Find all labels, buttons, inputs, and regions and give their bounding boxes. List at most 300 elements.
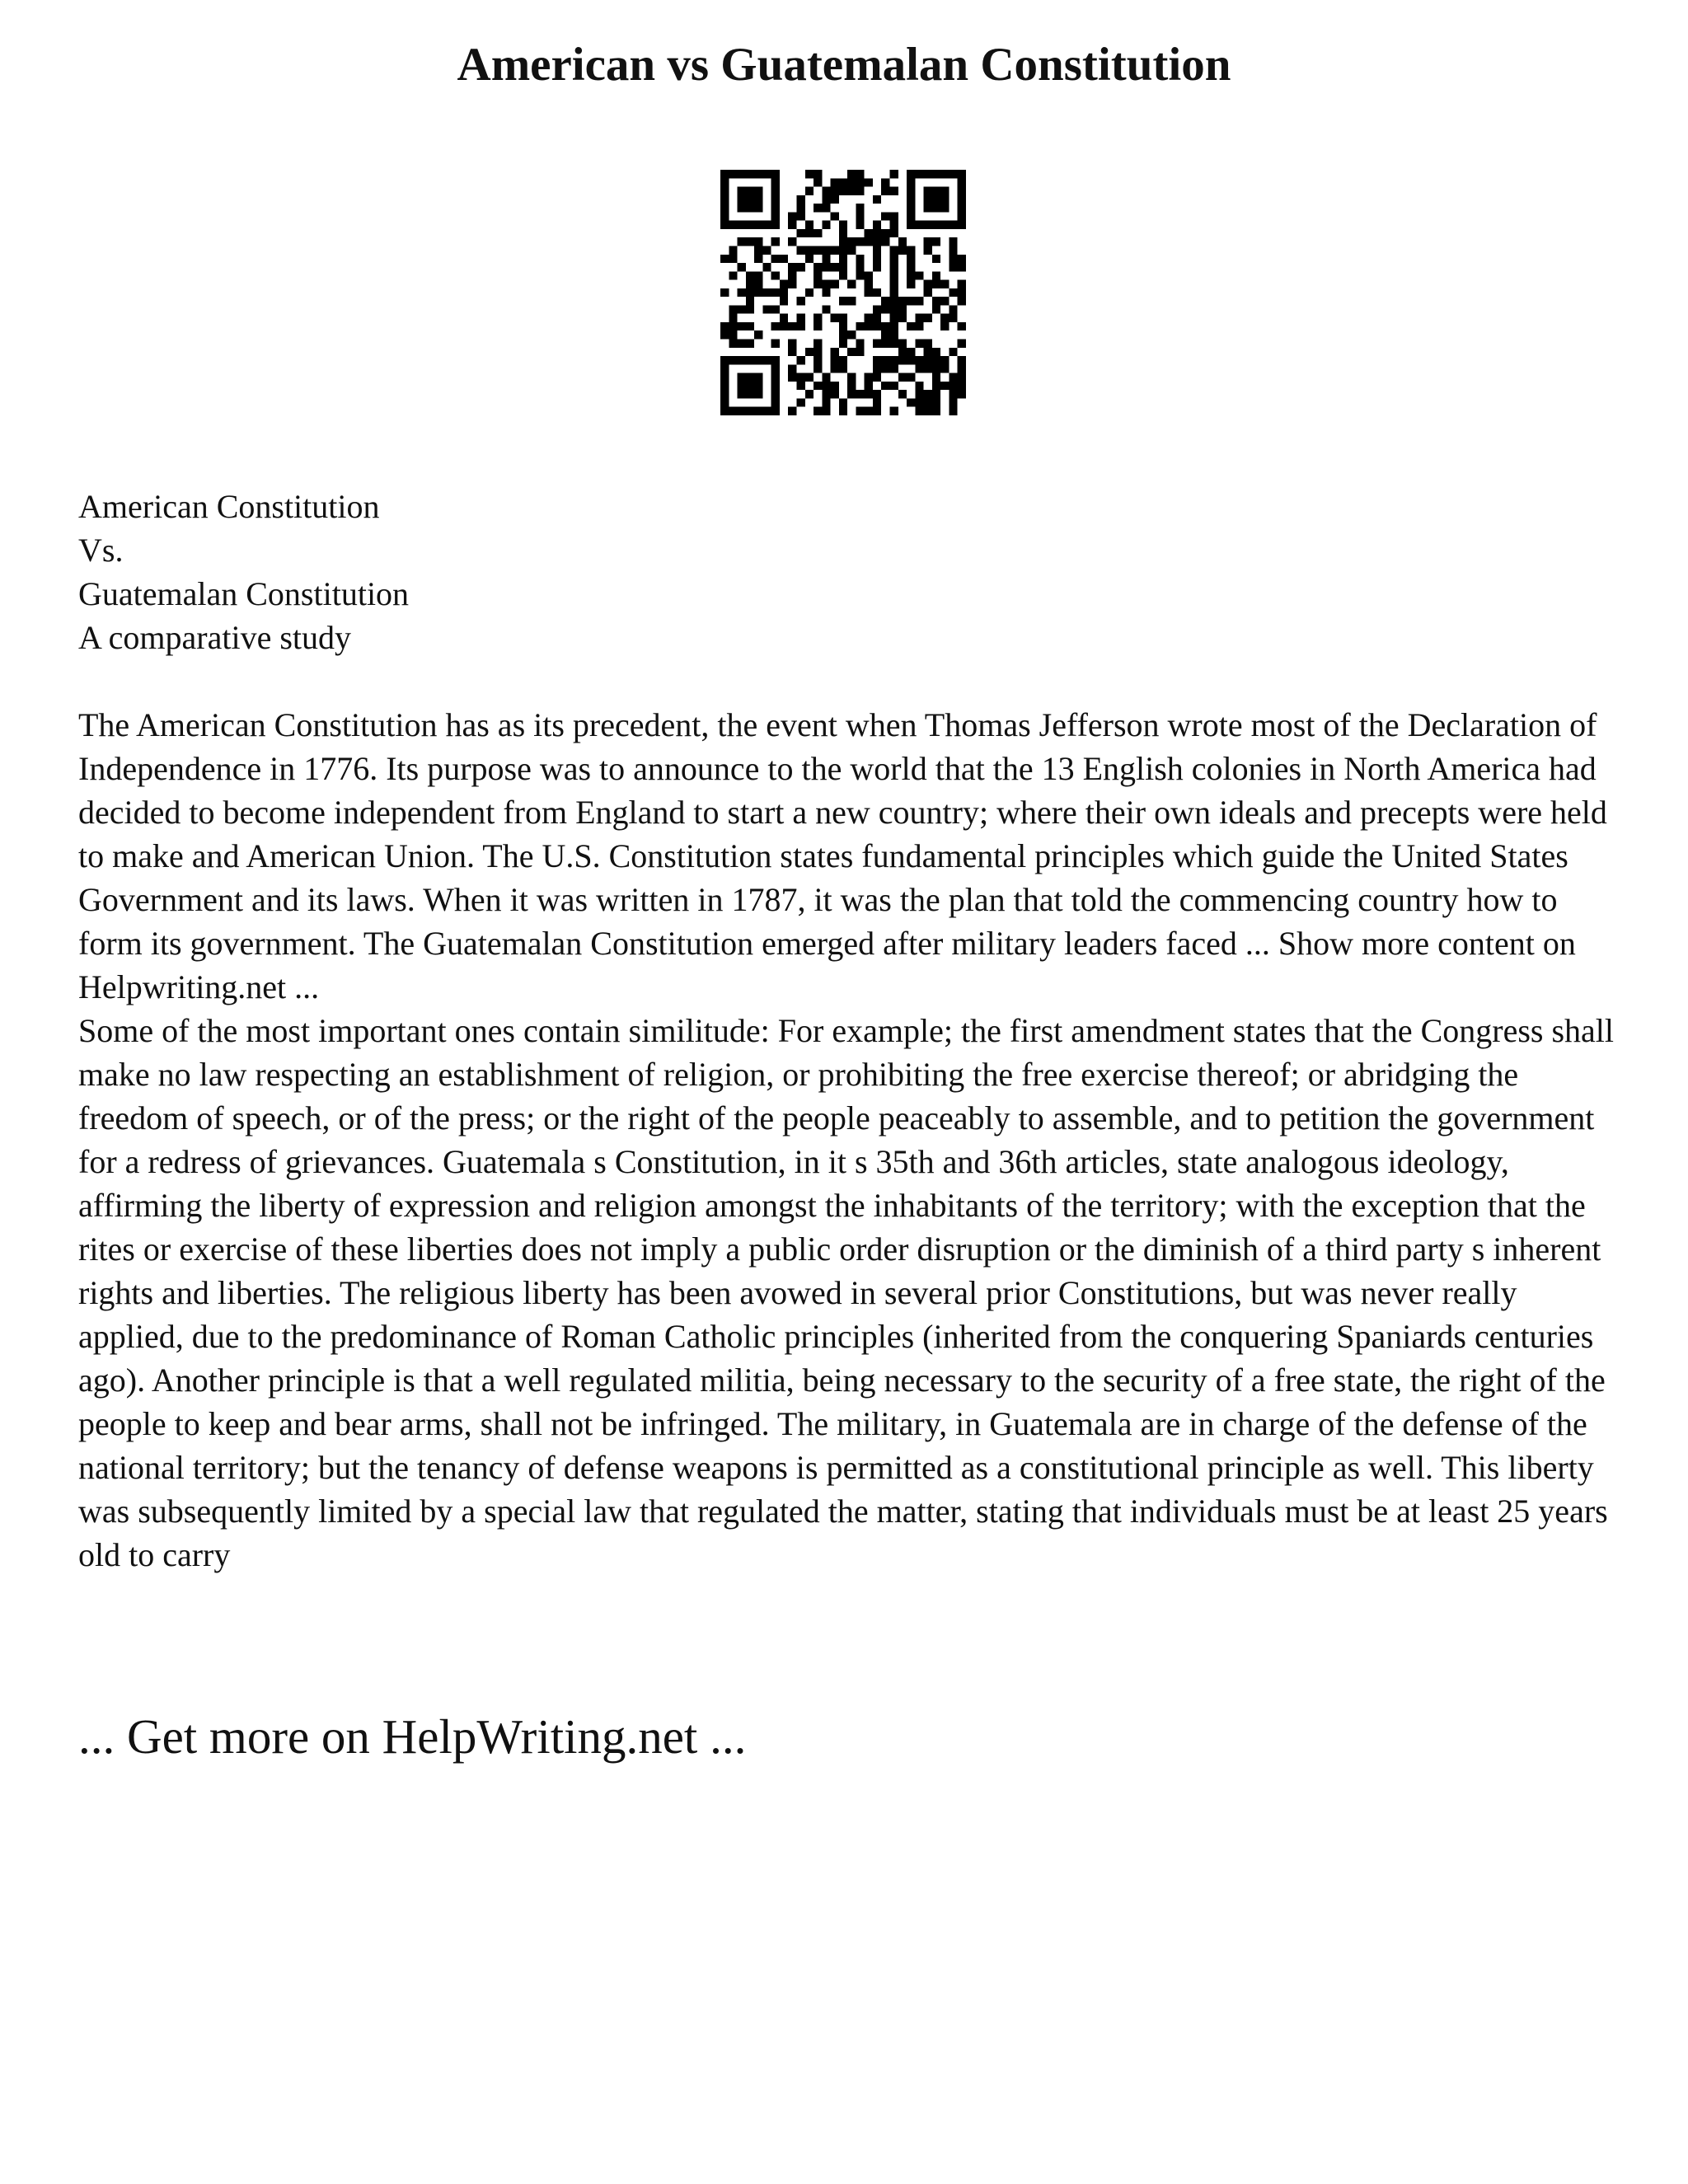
qr-module — [940, 204, 949, 212]
qr-module — [762, 356, 771, 364]
qr-module — [746, 288, 754, 297]
qr-module — [788, 237, 796, 246]
qr-module — [771, 364, 780, 373]
qr-module — [873, 195, 881, 204]
qr-module — [780, 322, 788, 330]
qr-module — [754, 382, 762, 390]
qr-module — [780, 255, 788, 263]
qr-module — [720, 356, 729, 364]
qr-module — [949, 305, 957, 313]
qr-module — [940, 170, 949, 178]
qr-module — [771, 204, 780, 212]
qr-module — [738, 237, 746, 246]
qr-module — [907, 297, 915, 305]
qr-module — [796, 322, 804, 330]
qr-module — [822, 246, 830, 254]
qr-module — [771, 340, 780, 348]
qr-module — [873, 237, 881, 246]
qr-module — [890, 229, 898, 237]
qr-module — [932, 187, 940, 195]
qr-module — [729, 340, 737, 348]
qr-module — [932, 170, 940, 178]
qr-module — [907, 322, 915, 330]
qr-module — [822, 195, 830, 204]
qr-module — [856, 322, 864, 330]
qr-module — [873, 356, 881, 364]
qr-module — [881, 229, 889, 237]
qr-module — [865, 288, 873, 297]
qr-module — [940, 187, 949, 195]
qr-module — [958, 170, 966, 178]
paragraph-2: Some of the most important ones contain similitude: For example; the first amendment states that the Congress shall make no law respecting an establishment of religion, or prohibiting the free exercise thereof; or abridging the freedom of speech, or of the press; or the right of the people peaceably to assemble, and to petition the government for a redress of grievances. Guatemala s Constitution, in it s 35th and 36th articles, state analogous ideology, affirming the liberty of expression and religion amongst the inhabitants of the territory; with the exception that the rites or exercise of these liberties does not imply a public order disruption or the diminish of a third party s inherent rights and liberties. The religious liberty has been avowed in several prior Constitutions, but was never really applied, due to the predominance of Roman Catholic principles (inherited from the conquering Spaniards centuries ago). Another principle is that a well regulated militia, being necessary to the security of a free state, the right of the people to keep and bear arms, shall not be infringed. The military, in Guatemala are in charge of the defense of the national territory; but the tenancy of defense weapons is permitted as a constitutional principle as well. This liberty was subsequently limited by a special law that regulated the matter, stating that individuals must be at least 25 years old to carry — [78, 1012, 1615, 1573]
qr-module — [771, 322, 780, 330]
qr-module — [762, 221, 771, 229]
qr-module — [839, 364, 847, 373]
qr-module — [907, 280, 915, 288]
qr-module — [754, 280, 762, 288]
qr-module — [898, 237, 907, 246]
qr-module — [805, 348, 814, 356]
qr-module — [873, 340, 881, 348]
qr-module — [958, 195, 966, 204]
qr-module — [873, 398, 881, 406]
qr-module — [949, 407, 957, 415]
qr-module — [746, 237, 754, 246]
qr-module — [890, 187, 898, 195]
qr-module — [856, 212, 864, 220]
qr-module — [949, 348, 957, 356]
qr-module — [940, 280, 949, 288]
qr-module — [771, 356, 780, 364]
qr-module — [932, 195, 940, 204]
qr-module — [839, 271, 847, 279]
qr-module — [805, 373, 814, 382]
qr-module — [940, 221, 949, 229]
qr-module — [958, 382, 966, 390]
qr-module — [746, 305, 754, 313]
qr-module — [881, 297, 889, 305]
qr-module — [924, 187, 932, 195]
qr-module — [873, 407, 881, 415]
qr-module — [890, 212, 898, 220]
qr-module — [865, 271, 873, 279]
qr-module — [771, 170, 780, 178]
qr-module — [898, 340, 907, 348]
qr-module — [932, 297, 940, 305]
qr-module — [720, 178, 729, 186]
qr-module — [881, 340, 889, 348]
qr-module — [839, 330, 847, 339]
qr-module — [771, 221, 780, 229]
qr-module — [738, 340, 746, 348]
qr-module — [898, 348, 907, 356]
qr-module — [771, 195, 780, 204]
qr-module — [898, 373, 907, 382]
qr-module — [940, 314, 949, 322]
qr-module — [822, 280, 830, 288]
qr-module — [958, 364, 966, 373]
qr-module — [898, 305, 907, 313]
qr-module — [932, 280, 940, 288]
qr-code-image — [720, 170, 966, 415]
qr-module — [898, 356, 907, 364]
qr-module — [958, 255, 966, 263]
qr-module — [746, 280, 754, 288]
qr-module — [720, 390, 729, 398]
qr-module — [754, 195, 762, 204]
qr-module — [915, 382, 923, 390]
qr-module — [958, 390, 966, 398]
qr-module — [720, 221, 729, 229]
intro-line-guatemalan: Guatemalan Constitution — [78, 575, 410, 612]
qr-module — [907, 255, 915, 263]
qr-module — [762, 305, 771, 313]
qr-module — [873, 364, 881, 373]
qr-module — [865, 390, 873, 398]
qr-module — [720, 204, 729, 212]
qr-module — [856, 255, 864, 263]
qr-module — [856, 271, 864, 279]
qr-module — [831, 178, 839, 186]
qr-module — [754, 373, 762, 382]
qr-module — [915, 322, 923, 330]
qr-module — [738, 221, 746, 229]
qr-module — [796, 373, 804, 382]
qr-module — [958, 212, 966, 220]
qr-module — [839, 246, 847, 254]
qr-code-graphic — [720, 170, 966, 415]
qr-module — [762, 170, 771, 178]
qr-module — [940, 297, 949, 305]
qr-module — [729, 322, 737, 330]
qr-module — [881, 212, 889, 220]
qr-module — [915, 271, 923, 279]
qr-module — [873, 246, 881, 254]
qr-module — [915, 297, 923, 305]
qr-module — [831, 314, 839, 322]
qr-module — [907, 195, 915, 204]
qr-module — [890, 246, 898, 254]
qr-module — [873, 390, 881, 398]
qr-module — [865, 373, 873, 382]
qr-module — [738, 195, 746, 204]
qr-module — [771, 187, 780, 195]
qr-module — [738, 407, 746, 415]
qr-module — [831, 348, 839, 356]
qr-module — [788, 340, 796, 348]
qr-module — [915, 364, 923, 373]
qr-module — [805, 229, 814, 237]
qr-module — [940, 364, 949, 373]
qr-module — [847, 237, 856, 246]
qr-module — [865, 407, 873, 415]
qr-module — [771, 255, 780, 263]
qr-module — [873, 263, 881, 271]
qr-module — [746, 297, 754, 305]
qr-module — [822, 382, 830, 390]
qr-module — [746, 187, 754, 195]
qr-module — [940, 195, 949, 204]
intro-line-subtitle: A comparative study — [78, 619, 352, 656]
qr-module — [958, 322, 966, 330]
qr-module — [847, 178, 856, 186]
qr-module — [831, 263, 839, 271]
qr-module — [780, 288, 788, 297]
qr-module — [839, 178, 847, 186]
qr-module — [788, 263, 796, 271]
qr-module — [958, 288, 966, 297]
qr-module — [958, 297, 966, 305]
qr-module — [932, 204, 940, 212]
qr-module — [881, 356, 889, 364]
qr-module — [822, 187, 830, 195]
qr-module — [814, 382, 822, 390]
qr-module — [856, 340, 864, 348]
qr-module — [856, 178, 864, 186]
qr-module — [907, 212, 915, 220]
qr-module — [915, 398, 923, 406]
qr-module — [856, 187, 864, 195]
qr-module — [881, 364, 889, 373]
qr-module — [720, 288, 729, 297]
qr-module — [839, 221, 847, 229]
qr-module — [924, 390, 932, 398]
qr-module — [932, 271, 940, 279]
qr-module — [796, 297, 804, 305]
qr-module — [822, 373, 830, 382]
qr-module — [729, 255, 737, 263]
qr-module — [898, 297, 907, 305]
qr-module — [890, 322, 898, 330]
qr-module — [907, 246, 915, 254]
qr-module — [754, 407, 762, 415]
qr-module — [949, 237, 957, 246]
body-text — [78, 703, 1620, 1577]
qr-module — [924, 195, 932, 204]
qr-module — [873, 221, 881, 229]
qr-module — [822, 305, 830, 313]
qr-module — [780, 314, 788, 322]
qr-module — [907, 398, 915, 406]
qr-module — [924, 204, 932, 212]
qr-module — [729, 246, 737, 254]
qr-module — [856, 263, 864, 271]
qr-module — [915, 340, 923, 348]
qr-module — [881, 237, 889, 246]
qr-module — [780, 280, 788, 288]
qr-module — [865, 237, 873, 246]
qr-module — [746, 407, 754, 415]
qr-module — [873, 305, 881, 313]
qr-module — [958, 356, 966, 364]
qr-module — [788, 322, 796, 330]
qr-module — [762, 407, 771, 415]
qr-module — [856, 348, 864, 356]
qr-module — [958, 221, 966, 229]
qr-module — [738, 288, 746, 297]
intro-line-american: American Constitution — [78, 488, 380, 525]
qr-module — [890, 407, 898, 415]
qr-module — [814, 263, 822, 271]
qr-module — [788, 373, 796, 382]
qr-module — [958, 178, 966, 186]
qr-module — [780, 297, 788, 305]
get-more-link[interactable]: ... Get more on HelpWriting.net ... — [78, 1709, 747, 1764]
qr-module — [873, 314, 881, 322]
intro-block — [78, 485, 1644, 659]
qr-module — [890, 330, 898, 339]
qr-module — [771, 178, 780, 186]
qr-module — [890, 263, 898, 271]
qr-module — [873, 373, 881, 382]
qr-module — [898, 246, 907, 254]
qr-module — [839, 322, 847, 330]
qr-module — [924, 340, 932, 348]
qr-module — [924, 280, 932, 288]
qr-module — [847, 187, 856, 195]
qr-module — [796, 263, 804, 271]
qr-module — [788, 221, 796, 229]
qr-module — [796, 229, 804, 237]
qr-module — [949, 170, 957, 178]
qr-module — [746, 271, 754, 279]
qr-module — [831, 280, 839, 288]
qr-module — [873, 229, 881, 237]
qr-module — [729, 221, 737, 229]
qr-module — [847, 382, 856, 390]
qr-module — [890, 340, 898, 348]
qr-module — [907, 263, 915, 271]
qr-module — [924, 356, 932, 364]
qr-module — [754, 170, 762, 178]
qr-module — [796, 246, 804, 254]
qr-module — [814, 314, 822, 322]
qr-module — [958, 263, 966, 271]
qr-module — [814, 246, 822, 254]
qr-module — [839, 407, 847, 415]
qr-module — [788, 271, 796, 279]
qr-module — [873, 255, 881, 263]
qr-module — [796, 204, 804, 212]
qr-module — [940, 356, 949, 364]
qr-module — [805, 390, 814, 398]
qr-module — [771, 271, 780, 279]
qr-module — [754, 390, 762, 398]
qr-module — [746, 340, 754, 348]
qr-module — [924, 237, 932, 246]
qr-module — [796, 195, 804, 204]
qr-module — [729, 271, 737, 279]
qr-module — [949, 390, 957, 398]
qr-module — [822, 255, 830, 263]
qr-module — [856, 407, 864, 415]
qr-module — [924, 170, 932, 178]
qr-module — [805, 221, 814, 229]
qr-module — [754, 187, 762, 195]
qr-module — [847, 246, 856, 254]
qr-module — [890, 288, 898, 297]
qr-module — [738, 373, 746, 382]
qr-module — [831, 212, 839, 220]
qr-module — [881, 382, 889, 390]
qr-module — [839, 263, 847, 271]
qr-module — [771, 305, 780, 313]
qr-module — [856, 390, 864, 398]
qr-module — [729, 170, 737, 178]
qr-module — [949, 373, 957, 382]
qr-module — [949, 246, 957, 254]
qr-module — [924, 288, 932, 297]
qr-module — [738, 382, 746, 390]
intro-line-vs: Vs. — [78, 532, 124, 569]
qr-module — [762, 246, 771, 254]
qr-module — [796, 382, 804, 390]
qr-module — [856, 237, 864, 246]
qr-module — [924, 348, 932, 356]
qr-module — [949, 255, 957, 263]
qr-module — [958, 373, 966, 382]
qr-module — [932, 255, 940, 263]
qr-module — [890, 297, 898, 305]
qr-module — [814, 348, 822, 356]
qr-module — [958, 204, 966, 212]
qr-module — [814, 280, 822, 288]
qr-module — [932, 348, 940, 356]
qr-module — [907, 373, 915, 382]
qr-module — [847, 348, 856, 356]
qr-module — [788, 364, 796, 373]
qr-module — [924, 398, 932, 406]
qr-module — [814, 356, 822, 364]
qr-module — [746, 356, 754, 364]
qr-module — [847, 373, 856, 382]
qr-module — [796, 398, 804, 406]
qr-module — [915, 407, 923, 415]
qr-module — [720, 195, 729, 204]
qr-module — [771, 373, 780, 382]
qr-module — [814, 322, 822, 330]
qr-module — [890, 356, 898, 364]
qr-module — [814, 364, 822, 373]
qr-module — [881, 178, 889, 186]
qr-module — [915, 356, 923, 364]
qr-module — [890, 170, 898, 178]
qr-module — [907, 170, 915, 178]
qr-module — [890, 255, 898, 263]
qr-module — [949, 221, 957, 229]
qr-module — [831, 195, 839, 204]
qr-module — [932, 407, 940, 415]
qr-module — [814, 271, 822, 279]
qr-module — [720, 398, 729, 406]
qr-module — [890, 364, 898, 373]
qr-module — [720, 170, 729, 178]
qr-module — [754, 246, 762, 254]
qr-module — [949, 398, 957, 406]
qr-module — [822, 204, 830, 212]
qr-module — [856, 221, 864, 229]
qr-module — [796, 356, 804, 364]
qr-module — [932, 305, 940, 313]
qr-module — [720, 373, 729, 382]
qr-module — [788, 280, 796, 288]
qr-module — [729, 330, 737, 339]
qr-module — [720, 407, 729, 415]
qr-module — [839, 297, 847, 305]
qr-module — [771, 398, 780, 406]
qr-module — [831, 187, 839, 195]
qr-module — [958, 280, 966, 288]
